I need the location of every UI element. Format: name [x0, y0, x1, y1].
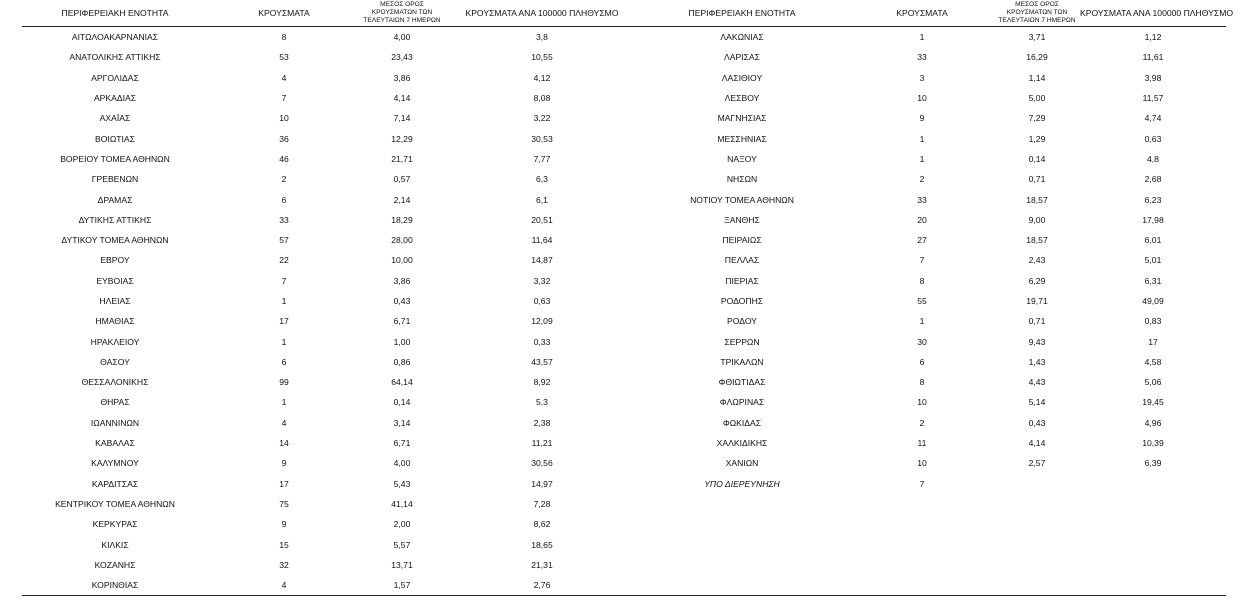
cases-cell: 75 [279, 498, 289, 509]
cases-cell: 3 [919, 72, 925, 83]
seven-day-average-cell: 4,43 [1028, 377, 1046, 388]
table-row [22, 453, 640, 473]
cases-cell: 10 [917, 397, 927, 408]
region-name-cell: ΚΕΝΤΡΙΚΟΥ ΤΟΜΕΑ ΑΘΗΝΩΝ [55, 498, 175, 509]
seven-day-average-cell: 3,71 [1028, 32, 1046, 43]
seven-day-average-cell: 6,71 [393, 438, 411, 449]
seven-day-average-cell: 18,57 [1026, 235, 1048, 246]
header-region: ΠΕΡΙΦΕΡΕΙΑΚΗ ΕΝΟΤΗΤΑ [634, 0, 850, 27]
seven-day-average-cell: 0,86 [393, 356, 411, 367]
seven-day-average-cell: 10,00 [391, 255, 413, 266]
region-name-cell: ΗΛΕΙΑΣ [99, 296, 131, 306]
table-row [634, 189, 1226, 209]
table-row [22, 230, 640, 250]
cases-per-100k-cell: 20,51 [531, 214, 553, 225]
header-cases: ΚΡΟΥΣΜΑΤΑ [208, 0, 360, 27]
region-name-cell: ΜΕΣΣΗΝΙΑΣ [717, 133, 767, 144]
cases-cell: 7 [919, 478, 925, 489]
region-name-cell: ΡΟΔΟΠΗΣ [720, 296, 764, 306]
cases-cell: 2 [919, 174, 925, 185]
seven-day-average-cell: 23,43 [391, 52, 413, 63]
table-row [634, 433, 1226, 453]
region-name-cell: ΒΟΡΕΙΟΥ ΤΟΜΕΑ ΑΘΗΝΩΝ [60, 153, 170, 164]
header-cases-per-100k: ΚΡΟΥΣΜΑΤΑ ΑΝΑ 100000 ΠΛΗΘΥΣΜΟ [1080, 0, 1226, 27]
region-name-cell: ΕΥΒΟΙΑΣ [96, 275, 134, 286]
region-name-cell: ΛΑΡΙΣΑΣ [724, 52, 760, 63]
region-name-cell: ΚΑΡΔΙΤΣΑΣ [91, 478, 139, 489]
seven-day-average-cell: 4,00 [393, 32, 411, 43]
cases-cell: 57 [279, 235, 289, 246]
seven-day-average-cell: 9,43 [1028, 336, 1046, 347]
cases-per-100k-cell: 8,08 [533, 93, 551, 104]
region-name-cell: ΦΩΚΙΔΑΣ [722, 417, 762, 428]
region-name-cell: ΔΡΑΜΑΣ [97, 194, 133, 205]
region-name-cell: ΚΟΖΑΝΗΣ [94, 559, 136, 570]
region-name-cell: ΠΙΕΡΙΑΣ [725, 275, 759, 286]
seven-day-average-cell: 18,57 [1026, 194, 1048, 205]
region-name-cell: ΝΑΞΟΥ [727, 153, 757, 164]
cases-per-100k-cell: 0,63 [1144, 133, 1162, 144]
seven-day-average-cell: 2,57 [1028, 458, 1046, 469]
cases-per-100k-cell: 11,57 [1142, 93, 1164, 104]
cases-per-100k-cell: 8,62 [533, 519, 551, 530]
cases-per-100k-cell: 7,77 [533, 153, 551, 164]
seven-day-average-cell: 18,29 [391, 214, 413, 225]
table-row [22, 291, 640, 311]
cases-cell: 8 [281, 32, 287, 43]
table-row [634, 128, 1226, 148]
seven-day-average-cell: 4,14 [393, 93, 411, 104]
cases-cell: 33 [917, 194, 927, 205]
cases-per-100k-cell: 21,31 [531, 559, 553, 570]
table-row [22, 108, 640, 128]
cases-cell: 10 [279, 113, 289, 124]
cases-per-100k-cell: 10,55 [531, 52, 553, 63]
header-cases: ΚΡΟΥΣΜΑΤΑ [850, 0, 994, 27]
cases-cell: 30 [917, 336, 927, 347]
seven-day-average-cell: 2,14 [393, 194, 411, 205]
table-row [634, 331, 1226, 351]
region-name-cell: ΧΑΛΚΙΔΙΚΗΣ [716, 438, 768, 449]
region-name-cell: ΑΡΚΑΔΙΑΣ [93, 93, 137, 104]
cases-cell: 11 [917, 438, 927, 449]
cases-per-100k-cell: 8,92 [533, 377, 551, 388]
cases-per-100k-cell: 10,39 [1142, 438, 1164, 449]
cases-cell: 6 [281, 356, 287, 367]
seven-day-average-cell: 16,29 [1026, 52, 1048, 63]
region-name-cell: ΛΑΣΙΘΙΟΥ [721, 72, 763, 83]
table-row [634, 291, 1226, 311]
cases-cell: 2 [281, 174, 287, 185]
region-name-cell: ΝΟΤΙΟΥ ΤΟΜΕΑ ΑΘΗΝΩΝ [690, 194, 794, 205]
seven-day-average-cell: 6,29 [1028, 275, 1046, 286]
cases-per-100k-cell: 17,98 [1142, 214, 1164, 225]
left-cases-table [22, 0, 640, 595]
seven-day-average-cell: 0,43 [393, 296, 411, 306]
table-row [634, 68, 1226, 88]
region-name-cell: ΗΜΑΘΙΑΣ [95, 316, 135, 327]
cases-per-100k-cell: 17 [1148, 336, 1158, 347]
cases-cell: 1 [919, 316, 925, 327]
cases-per-100k-cell: 11,64 [531, 235, 553, 246]
region-name-cell: ΛΑΚΩΝΙΑΣ [720, 32, 764, 43]
cases-cell: 14 [279, 438, 289, 449]
region-name-cell: ΡΟΔΟΥ [727, 316, 757, 327]
region-name-cell: ΚΕΡΚΥΡΑΣ [92, 519, 138, 530]
cases-per-100k-cell: 5,01 [1144, 255, 1162, 266]
cases-per-100k-cell: 6,3 [536, 174, 548, 185]
seven-day-average-cell: 5,57 [393, 539, 411, 550]
seven-day-average-cell: 6,71 [393, 316, 411, 327]
cases-cell: 2 [919, 417, 925, 428]
cases-per-100k-cell: 4,58 [1144, 356, 1162, 367]
region-name-cell: ΦΘΙΩΤΙΔΑΣ [718, 377, 766, 388]
right-header-row [634, 0, 1226, 27]
seven-day-average-cell: 3,86 [393, 275, 411, 286]
cases-per-100k-cell: 12,09 [531, 316, 553, 327]
seven-day-average-cell: 2,00 [393, 519, 411, 530]
cases-per-100k-cell: 43,57 [531, 356, 553, 367]
table-row [22, 433, 640, 453]
region-name-cell: ΧΑΝΙΩΝ [725, 458, 759, 469]
seven-day-average-cell: 13,71 [391, 559, 413, 570]
seven-day-average-cell: 2,43 [1028, 255, 1046, 266]
cases-cell: 1 [919, 153, 925, 164]
table-row [22, 47, 640, 67]
cases-cell: 6 [919, 356, 925, 367]
table-row [22, 68, 640, 88]
cases-cell: 1 [281, 336, 287, 347]
seven-day-average-cell: 64,14 [391, 377, 413, 388]
seven-day-average-cell: 12,29 [391, 133, 413, 144]
seven-day-average-cell: 1,43 [1028, 356, 1046, 367]
region-name-cell: ΚΑΛΥΜΝΟΥ [91, 458, 139, 469]
table-row [22, 88, 640, 108]
region-name-cell: ΕΒΡΟΥ [100, 255, 130, 266]
seven-day-average-cell: 28,00 [391, 235, 413, 246]
table-row [22, 189, 640, 209]
cases-cell: 7 [281, 93, 287, 104]
cases-per-100k-cell: 1,12 [1144, 32, 1162, 43]
table-row [22, 169, 640, 189]
table-row [634, 47, 1226, 67]
cases-per-100k-cell: 14,97 [531, 478, 553, 489]
table-row [22, 250, 640, 270]
seven-day-average-cell: 41,14 [391, 498, 413, 509]
left-header-row [22, 0, 640, 27]
cases-cell: 10 [917, 93, 927, 104]
region-name-cell: ΚΟΡΙΝΘΙΑΣ [91, 580, 139, 591]
cases-per-100k-cell: 5,06 [1144, 377, 1162, 388]
header-region: ΠΕΡΙΦΕΡΕΙΑΚΗ ΕΝΟΤΗΤΑ [22, 0, 208, 27]
cases-cell: 27 [917, 235, 927, 246]
table-row [634, 453, 1226, 473]
region-name-cell: ΒΟΙΩΤΙΑΣ [95, 133, 135, 144]
table-row [634, 474, 1226, 494]
seven-day-average-cell: 7,29 [1028, 113, 1046, 124]
cases-cell: 17 [279, 478, 289, 489]
header-7day-average: ΜΕΣΟΣ ΟΡΟΣ ΚΡΟΥΣΜΑΤΩΝ ΤΩΝ ΤΕΛΕΥΤΑΙΩΝ 7 ΗΜΕΡΩΝ [360, 0, 444, 27]
cases-cell: 36 [279, 133, 289, 144]
cases-per-100k-cell: 6,01 [1144, 235, 1162, 246]
region-name-cell: ΘΕΣΣΑΛΟΝΙΚΗΣ [81, 377, 149, 388]
seven-day-average-cell: 7,14 [393, 113, 411, 124]
cases-per-100k-cell: 11,21 [531, 438, 553, 449]
cases-cell: 9 [281, 519, 287, 530]
seven-day-average-cell: 5,43 [393, 478, 411, 489]
cases-cell: 53 [279, 52, 289, 63]
cases-cell: 17 [279, 316, 289, 327]
cases-cell: 22 [279, 255, 289, 266]
table-row [22, 494, 640, 514]
region-name-cell: ΓΡΕΒΕΝΩΝ [91, 174, 139, 185]
seven-day-average-cell: 3,14 [393, 417, 411, 428]
region-name-cell: ΛΕΣΒΟΥ [724, 93, 760, 104]
cases-per-100k-cell: 0,63 [533, 296, 551, 306]
cases-cell: 8 [919, 377, 925, 388]
region-name-cell: ΤΡΙΚΑΛΩΝ [720, 356, 764, 367]
cases-per-100k-cell: 30,56 [531, 458, 553, 469]
cases-cell: 8 [919, 275, 925, 286]
region-name-cell: ΦΛΩΡΙΝΑΣ [719, 397, 765, 408]
region-name-cell: ΘΑΣΟΥ [100, 356, 130, 367]
region-name-cell: ΘΗΡΑΣ [100, 397, 130, 408]
table-row [22, 474, 640, 494]
left-table-body [22, 27, 640, 596]
region-name-cell: ΑΙΤΩΛΟΑΚΑΡΝΑΝΙΑΣ [71, 32, 159, 43]
table-row [22, 128, 640, 148]
cases-cell: 7 [919, 255, 925, 266]
table-row [634, 210, 1226, 230]
cases-per-100k-cell: 4,74 [1144, 113, 1162, 124]
seven-day-average-cell: 0,43 [1028, 417, 1046, 428]
cases-cell: 1 [919, 133, 925, 144]
region-name-cell: ΙΩΑΝΝΙΝΩΝ [90, 417, 140, 428]
cases-cell: 10 [917, 458, 927, 469]
cases-per-100k-cell: 30,53 [531, 133, 553, 144]
seven-day-average-cell: 3,86 [393, 72, 411, 83]
cases-cell: 4 [281, 580, 287, 591]
table-row [634, 27, 1226, 48]
cases-per-100k-cell: 6,23 [1144, 194, 1162, 205]
region-name-cell: ΑΝΑΤΟΛΙΚΗΣ ΑΤΤΙΚΗΣ [69, 52, 161, 63]
cases-cell: 55 [917, 296, 927, 306]
seven-day-average-cell: 4,14 [1028, 438, 1046, 449]
table-row [634, 271, 1226, 291]
cases-cell: 1 [281, 397, 287, 408]
seven-day-average-cell: 1,29 [1028, 133, 1046, 144]
seven-day-average-cell: 1,00 [393, 336, 411, 347]
table-row [634, 392, 1226, 412]
seven-day-average-cell: 5,14 [1028, 397, 1046, 408]
cases-cell: 46 [279, 153, 289, 164]
table-row [634, 230, 1226, 250]
region-name-cell: ΜΑΓΝΗΣΙΑΣ [717, 113, 767, 124]
table-row [22, 392, 640, 412]
seven-day-average-cell: 0,57 [393, 174, 411, 185]
header-7day-average: ΜΕΣΟΣ ΟΡΟΣ ΚΡΟΥΣΜΑΤΩΝ ΤΩΝ ΤΕΛΕΥΤΑΙΩΝ 7 ΗΜΕΡΩΝ [994, 0, 1080, 27]
cases-cell: 9 [919, 113, 925, 124]
cases-cell: 9 [281, 458, 287, 469]
cases-cell: 20 [917, 214, 927, 225]
region-name-cell: ΗΡΑΚΛΕΙΟΥ [90, 336, 140, 347]
seven-day-average-cell: 5,00 [1028, 93, 1046, 104]
right-cases-table [634, 0, 1234, 494]
seven-day-average-cell: 0,14 [1028, 153, 1046, 164]
region-name-cell: ΝΗΣΩΝ [726, 174, 758, 185]
cases-per-100k-cell: 11,61 [1142, 52, 1164, 63]
cases-cell: 6 [281, 194, 287, 205]
region-name-cell: ΑΡΓΟΛΙΔΑΣ [91, 72, 139, 83]
table-row [634, 352, 1226, 372]
cases-per-100k-cell: 3,22 [533, 113, 551, 124]
region-name-cell: ΣΕΡΡΩΝ [724, 336, 760, 347]
cases-per-100k-cell: 2,38 [533, 417, 551, 428]
cases-cell: 33 [279, 214, 289, 225]
cases-per-100k-cell: 6,1 [536, 194, 548, 205]
cases-per-100k-cell: 2,76 [533, 580, 551, 591]
table-row [22, 331, 640, 351]
header-cases-per-100k: ΚΡΟΥΣΜΑΤΑ ΑΝΑ 100000 ΠΛΗΘΥΣΜΟ [444, 0, 640, 27]
region-name-cell: ΞΑΝΘΗΣ [724, 214, 760, 225]
cases-cell: 7 [281, 275, 287, 286]
cases-cell: 1 [281, 296, 287, 306]
region-name-cell: ΠΕΛΛΑΣ [724, 255, 760, 266]
cases-cell: 4 [281, 417, 287, 428]
table-row [22, 534, 640, 554]
cases-per-100k-cell: 7,28 [533, 498, 551, 509]
table-row [22, 311, 640, 331]
table-row [634, 311, 1226, 331]
table-row [22, 149, 640, 169]
seven-day-average-cell: 1,57 [393, 580, 411, 591]
cases-per-100k-cell: 4,96 [1144, 417, 1162, 428]
region-name-cell: ΔΥΤΙΚΟΥ ΤΟΜΕΑ ΑΘΗΝΩΝ [61, 235, 169, 246]
table-row [22, 271, 640, 291]
cases-per-100k-cell: 18,65 [531, 539, 553, 550]
table-row [634, 250, 1226, 270]
table-row [634, 372, 1226, 392]
seven-day-average-cell [994, 474, 1080, 494]
cases-per-100k-cell: 14,87 [531, 255, 553, 266]
cases-cell: 33 [917, 52, 927, 63]
table-row [634, 108, 1226, 128]
cases-cell: 99 [279, 377, 289, 388]
table-row [22, 413, 640, 433]
cases-per-100k-cell: 3,98 [1144, 72, 1162, 83]
table-row [634, 413, 1226, 433]
cases-per-100k-cell: 49,09 [1142, 296, 1164, 306]
cases-per-100k-cell: 19,45 [1142, 397, 1164, 408]
table-row [22, 372, 640, 392]
cases-cell: 1 [919, 32, 925, 43]
cases-per-100k-cell [1080, 474, 1226, 494]
region-name-cell: ΥΠΟ ΔΙΕΡΕΥΝΗΣΗ [704, 478, 780, 489]
table-row [22, 27, 640, 48]
table-row [634, 88, 1226, 108]
cases-cell: 4 [281, 72, 287, 83]
cases-per-100k-cell: 4,12 [533, 72, 551, 83]
region-name-cell: ΚΙΛΚΙΣ [101, 539, 129, 550]
table-row [22, 352, 640, 372]
cases-per-100k-cell: 6,31 [1144, 275, 1162, 286]
cases-per-100k-cell: 5,3 [536, 397, 548, 408]
seven-day-average-cell: 0,71 [1028, 316, 1046, 327]
table-row [22, 555, 640, 575]
seven-day-average-cell: 21,71 [391, 153, 413, 164]
cases-cell: 15 [279, 539, 289, 550]
region-name-cell: ΔΥΤΙΚΗΣ ΑΤΤΙΚΗΣ [78, 214, 152, 225]
seven-day-average-cell: 4,00 [393, 458, 411, 469]
seven-day-average-cell: 0,14 [393, 397, 411, 408]
table-row [22, 210, 640, 230]
cases-per-100k-cell: 2,68 [1144, 174, 1162, 185]
right-table-body [634, 27, 1226, 494]
cases-cell: 32 [279, 559, 289, 570]
cases-per-100k-cell: 6,39 [1144, 458, 1162, 469]
bottom-divider [22, 595, 1226, 596]
table-row [22, 575, 640, 595]
cases-per-100k-cell: 3,8 [536, 32, 548, 43]
cases-per-100k-cell: 0,33 [533, 336, 551, 347]
seven-day-average-cell: 1,14 [1028, 72, 1046, 83]
region-name-cell: ΑΧΑΪΑΣ [99, 113, 131, 124]
cases-per-100k-cell: 0,83 [1144, 316, 1162, 327]
seven-day-average-cell: 9,00 [1028, 214, 1046, 225]
seven-day-average-cell: 0,71 [1028, 174, 1046, 185]
table-row [22, 514, 640, 534]
seven-day-average-cell: 19,71 [1026, 296, 1048, 306]
table-row [634, 149, 1226, 169]
table-row [634, 169, 1226, 189]
cases-per-100k-cell: 3,32 [533, 275, 551, 286]
cases-per-100k-cell: 4,8 [1147, 153, 1159, 164]
region-name-cell: ΠΕΙΡΑΙΩΣ [722, 235, 762, 246]
region-name-cell: ΚΑΒΑΛΑΣ [95, 438, 135, 449]
